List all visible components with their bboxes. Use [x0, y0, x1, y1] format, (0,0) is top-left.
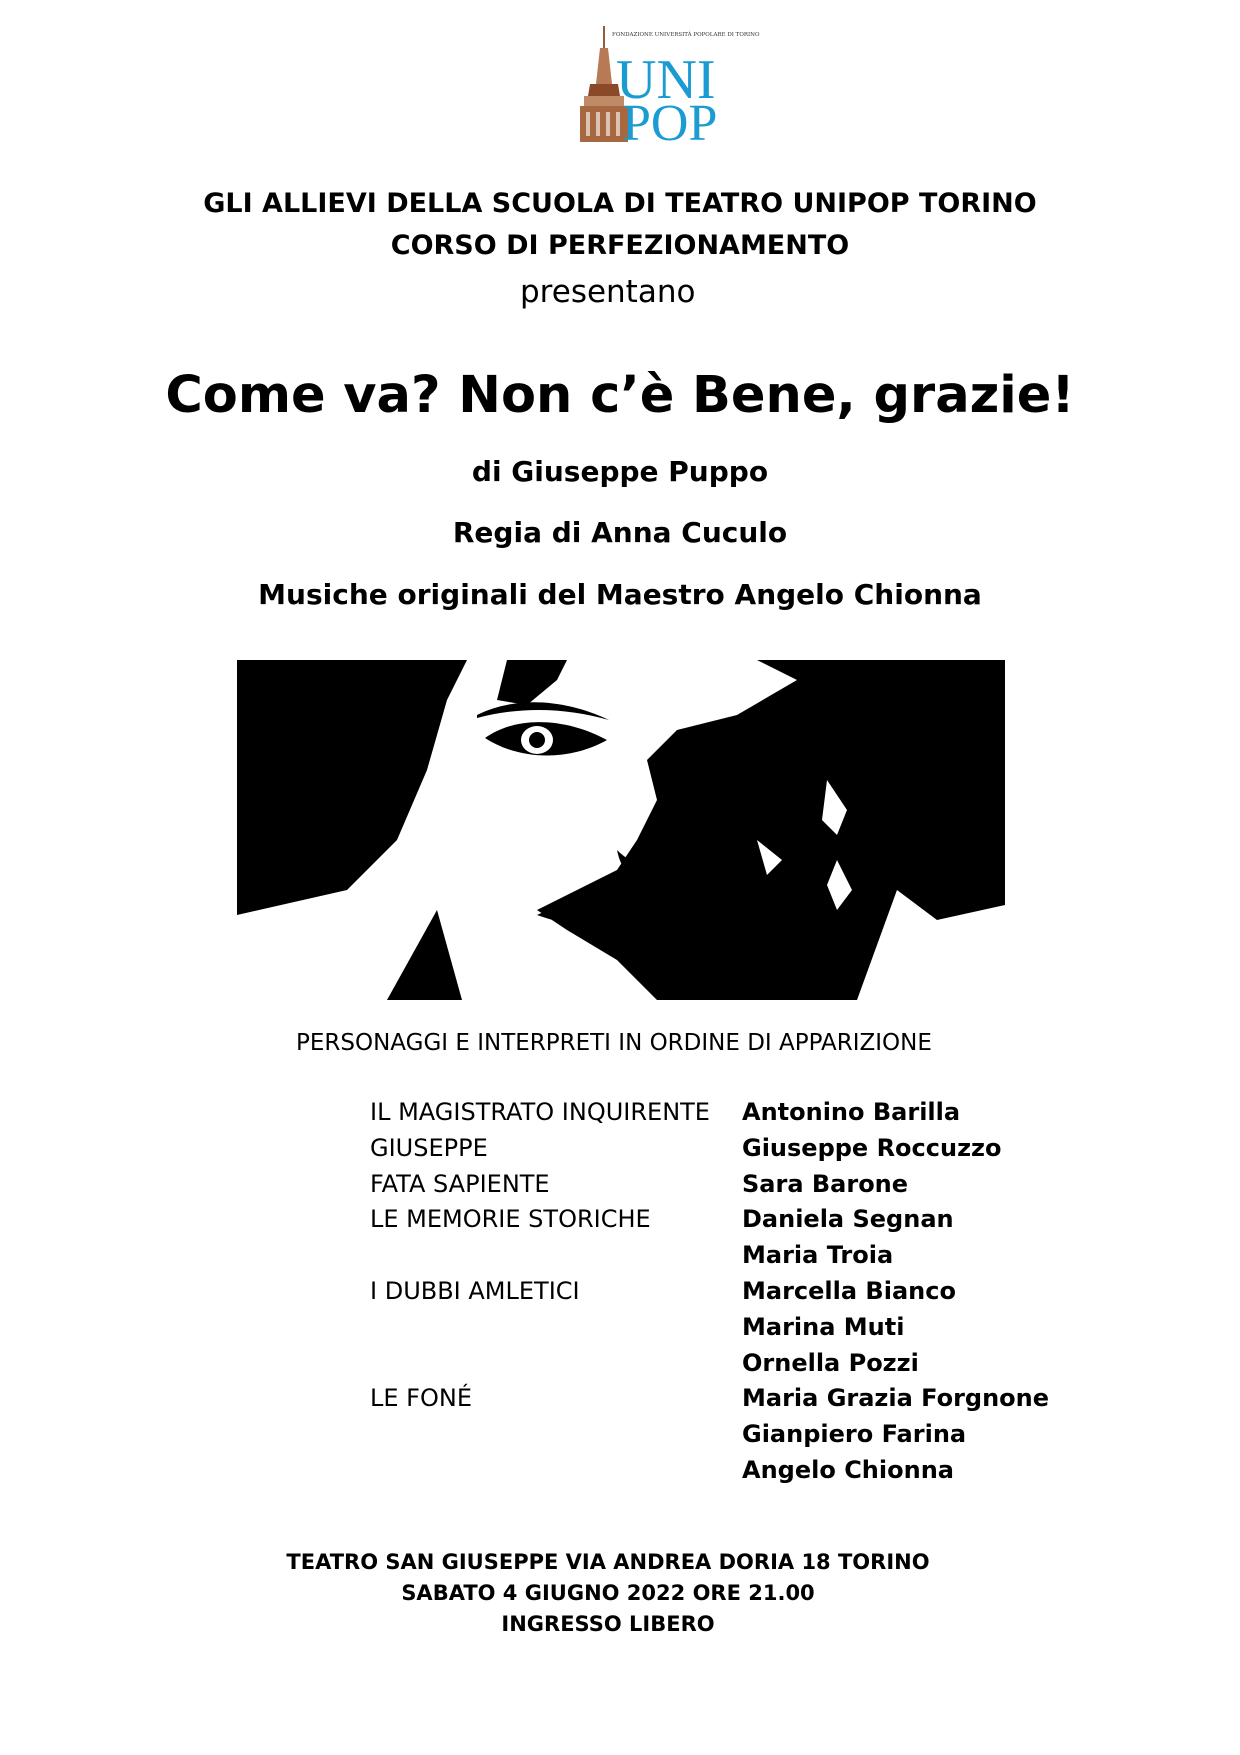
date-time: SABATO 4 GIUGNO 2022 ORE 21.00 — [401, 1581, 815, 1605]
cast-actor: Giuseppe Roccuzzo — [742, 1133, 1002, 1162]
presentano-line: presentano — [520, 274, 696, 310]
venue: TEATRO SAN GIUSEPPE VIA ANDREA DORIA 18 TORINO — [286, 1550, 930, 1574]
cast-actor: Angelo Chionna — [742, 1455, 954, 1484]
cast-actor: Daniela Segnan — [742, 1205, 954, 1234]
cast-heading: PERSONAGGI E INTERPRETI IN ORDINE DI APPARIZIONE — [296, 1030, 932, 1056]
cast-actor: Marcella Bianco — [742, 1276, 956, 1305]
play-title: Come va? Non c’è Bene, grazie! — [165, 366, 1075, 425]
unipop-logo — [576, 26, 760, 152]
cast-role: I DUBBI AMLETICI — [370, 1276, 580, 1305]
play-author: di Giuseppe Puppo — [471, 455, 769, 488]
cast-role: FATA SAPIENTE — [370, 1169, 550, 1198]
cast-role: LE FONÉ — [370, 1384, 472, 1413]
svg-text:UNI: UNI — [616, 49, 716, 111]
play-director: Regia di Anna Cuculo — [452, 516, 788, 549]
cast-actor: Ornella Pozzi — [742, 1348, 919, 1377]
cast-role: GIUSEPPE — [370, 1133, 488, 1162]
cast-actor: Antonino Barilla — [742, 1098, 961, 1126]
mole-antonelliana-logo-icon — [576, 26, 760, 152]
cast-actor: Sara Barone — [742, 1169, 909, 1198]
organizer-line: GLI ALLIEVI DELLA SCUOLA DI TEATRO UNIPOP TORINO — [203, 188, 1037, 219]
play-music: Musiche originali del Maestro Angelo Chionna — [258, 578, 982, 611]
entry-info: INGRESSO LIBERO — [501, 1612, 715, 1636]
cast-actor: Maria Troia — [742, 1241, 894, 1270]
cast-role: LE MEMORIE STORICHE — [370, 1205, 651, 1234]
portrait-image — [237, 660, 1005, 1000]
cast-actor: Maria Grazia Forgnone — [742, 1384, 1050, 1413]
course-line: CORSO DI PERFEZIONAMENTO — [390, 230, 850, 261]
svg-text:FONDAZIONE UNIVERSITÀ POPOLARE: FONDAZIONE UNIVERSITÀ POPOLARE DI TORINO — [612, 32, 760, 38]
cast-role: IL MAGISTRATO INQUIRENTE — [370, 1098, 710, 1126]
svg-text:POP: POP — [622, 95, 718, 152]
cast-actor: Gianpiero Farina — [742, 1420, 967, 1449]
cast-actor: Marina Muti — [742, 1312, 905, 1341]
